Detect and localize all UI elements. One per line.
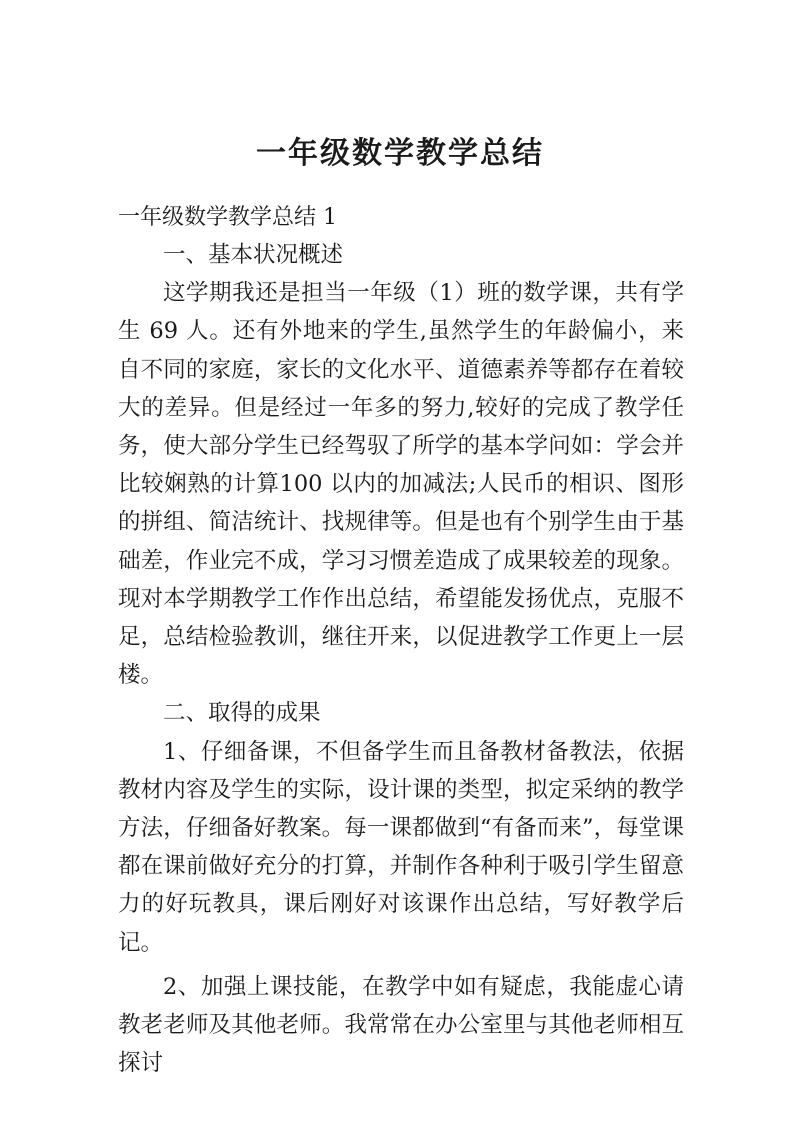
paragraph-teaching-skills: 2、加强上课技能，在教学中如有疑虑，我能虚心请教老老师及其他老师。我常常在办公室里与其他老师相互探讨 (118, 973, 684, 1077)
paragraph-lesson-prep: 1、仔细备课，不但备学生而且备教材备教法，依据教材内容及学生的实际，设计课的类型，拟定采纳的教学方法，仔细备好教案。每一课都做到“有备而来”，每堂课都在课前做好充分的打算，并制作各种利于吸引学生留意力的好玩教具，课后刚好对该课作出总结，写好教学后记。 (118, 738, 684, 956)
document-title: 一年级数学教学总结 (256, 136, 544, 171)
section-heading-results: 二、取得的成果 (163, 700, 321, 727)
section-heading-overview: 一、基本状况概述 (163, 242, 344, 268)
paragraph-overview: 这学期我还是担当一年级（1）班的数学课，共有学生 69 人。还有外地来的学生,虽然学生的年龄偏小，来自不同的家庭，家长的文化水平、道德素养等都存在着较大的差异。但是经过一年多的努力,较好的完成了教学任务，使大部分学生已经驾驭了所学的基本学问如：学会并比较娴熟的计算100 以内的加减法;人民币的相识、图形的拼组、简洁统计、找规律等。但是也有个别学生由于基础差，作业完不成，学习习惯差造成了成果较差的现象。现对本学期教学工作作出总结，希望能发扬优点，克服不足，总结检验教训，继往开来，以促进教学工作更上一层楼。 (118, 280, 684, 689)
section-subtitle: 一年级数学教学总结 1 (118, 205, 337, 230)
document-body (118, 236, 684, 1082)
